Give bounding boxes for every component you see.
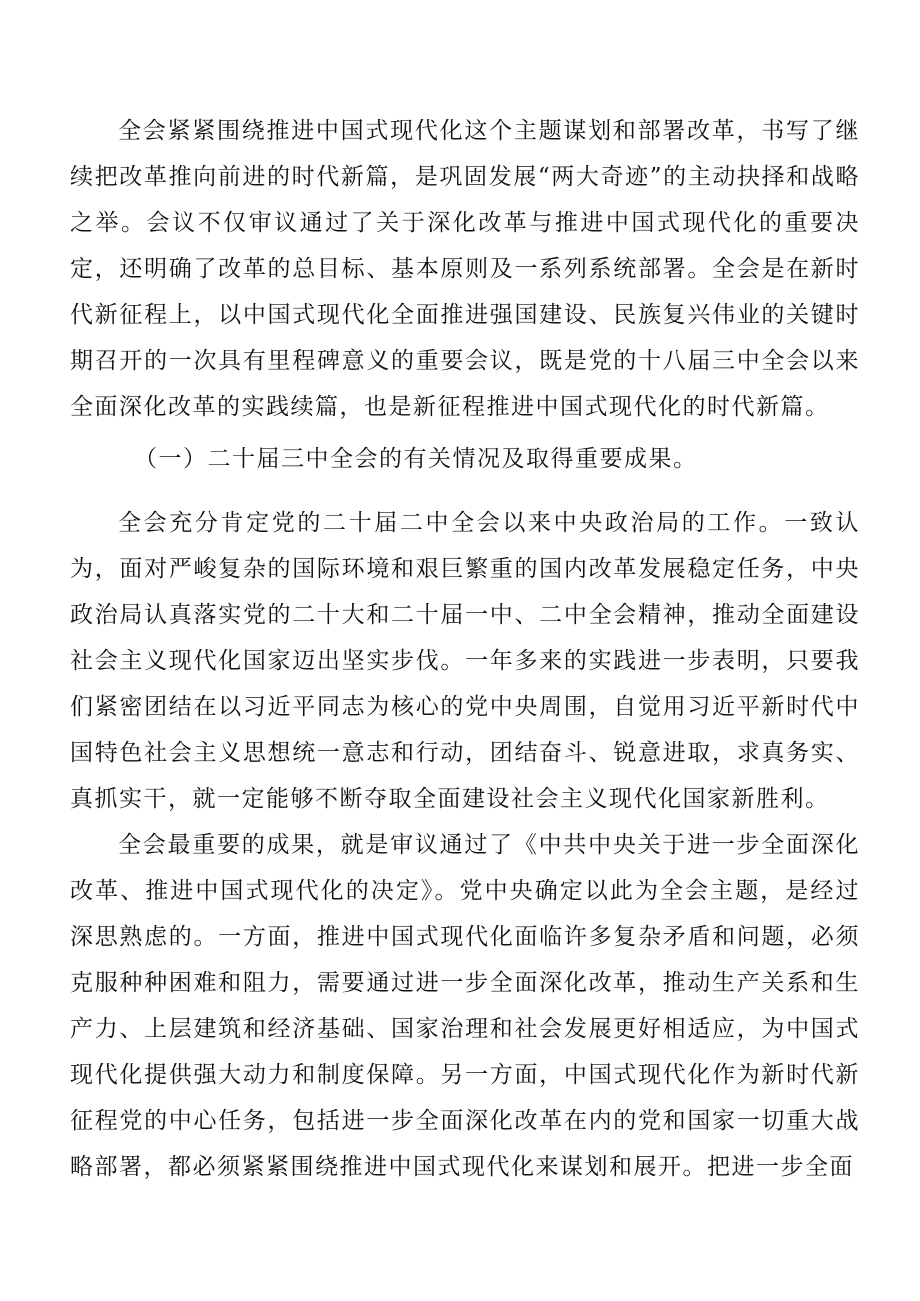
section-heading: （一）二十届三中全会的有关情况及取得重要成果。 [134, 446, 698, 472]
body-paragraph-3: 全会最重要的成果，就是审议通过了《中共中央关于进一步全面深化改革、推进中国式现代化的决定》。党中央确定以此为全会主题，是经过深思熟虑的。一方面，推进中国式现代化面临许多复杂矛盾和问题，必须克服种种困难和阻力，需要通过进一步全面深化改革，推动生产关系和生产力、上层建筑和经济基础、国家治理和社会发展更好相适应，为中国式现代化提供强大动力和制度保障。另一方面，中国式现代化作为新时代新征程党的中心任务，包括进一步全面深化改革在内的党和国家一切重大战略部署，都必须紧紧围绕推进中国式现代化来谋划和展开。把进一步全面 [70, 832, 860, 1180]
body-paragraph-2: 全会充分肯定党的二十届二中全会以来中央政治局的工作。一致认为，面对严峻复杂的国际环境和艰巨繁重的国内改革发展稳定任务，中央政治局认真落实党的二十大和二十届一中、二中全会精神，推动全面建设社会主义现代化国家迈出坚实步伐。一年多来的实践进一步表明，只要我们紧密团结在以习近平同志为核心的党中央周围，自觉用习近平新时代中国特色社会主义思想统一意志和行动，团结奋斗、锐意进取，求真务实、真抓实干，就一定能够不断夺取全面建设社会主义现代化国家新胜利。 [70, 510, 860, 812]
body-paragraph-1: 全会紧紧围绕推进中国式现代化这个主题谋划和部署改革，书写了继续把改革推向前进的时代新篇，是巩固发展“两大奇迹”的主动抉择和战略之举。会议不仅审议通过了关于深化改革与推进中国式现代化的重要决定，还明确了改革的总目标、基本原则及一系列系统部署。全会是在新时代新征程上，以中国式现代化全面推进强国建设、民族复兴伟业的关键时期召开的一次具有里程碑意义的重要会议，既是党的十八届三中全会以来全面深化改革的实践续篇，也是新征程推进中国式现代化的时代新篇。 [70, 118, 860, 420]
